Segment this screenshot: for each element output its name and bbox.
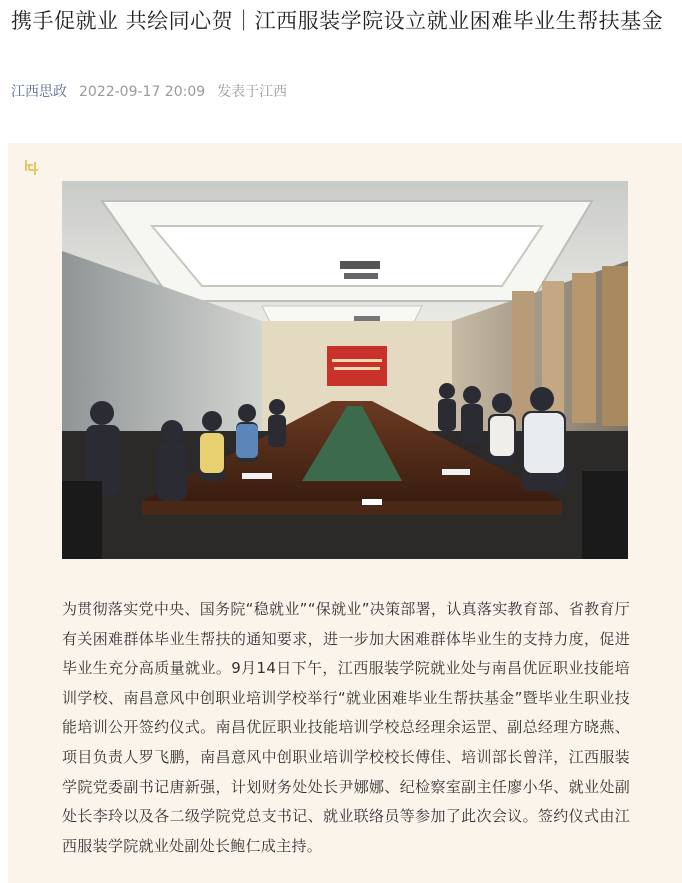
meeting-photo [62, 181, 628, 559]
article-title: 携手促就业 共绘同心贺｜江西服装学院设立就业困难毕业生帮扶基金 [11, 9, 664, 33]
article-paragraph: 为贯彻落实党中央、国务院“稳就业”“保就业”决策部署，认真落实教育部、省教育厅有关困难群体毕业生帮扶的通知要求，进一步加大困难群体毕业生的支持力度，促进毕业生充分高质量就业。9月14日下午，江西服装学院就业处与南昌优匠职业技能培训学校、南昌意风中创职业培训学校举行“就业困难毕业生帮扶基金”暨毕业生职业技能培训公开签约仪式。南昌优匠职业技能培训学校总经理余运罡、副总经理方晓燕、项目负责人罗飞鹏，南昌意风中创职业培训学校校长傅佳、培训部长曾洋，江西服装学院党委副书记唐新强，计划财务处处长尹娜娜、纪检察室副主任廖小华、就业处副处长李玲以及各二级学院党总支书记、就业联络员等参加了此次会议。签约仪式由江西服装学院就业处副处长鲍仁成主持。 [62, 600, 630, 855]
article-content-card [8, 143, 682, 883]
publish-datetime: 2022-09-17 20:09 [79, 84, 206, 100]
publish-location: 发表于江西 [217, 84, 288, 100]
account-name-link[interactable]: 江西思政 [11, 84, 67, 100]
article-meta [11, 82, 287, 102]
corner-ornament-icon [24, 159, 42, 177]
